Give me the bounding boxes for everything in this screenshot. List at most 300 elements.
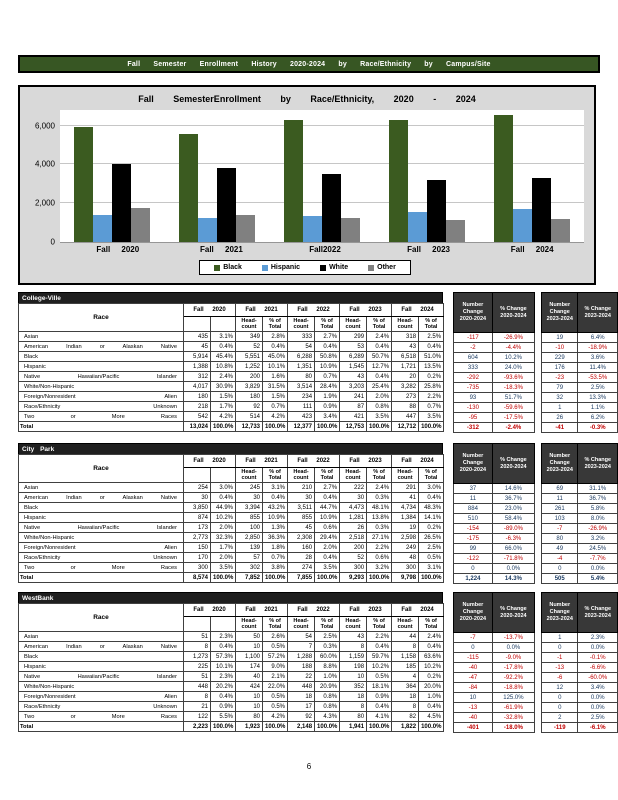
- bar-white: [112, 164, 131, 242]
- cell: 150: [184, 543, 211, 553]
- change-row: [454, 653, 535, 663]
- change-number: -130: [454, 403, 493, 413]
- table-row: [19, 662, 444, 672]
- cell: 447: [392, 412, 419, 422]
- x-axis-label: Fall 2021: [199, 245, 243, 254]
- cell: 2.7%: [315, 332, 340, 342]
- year-header: Fall 2022: [288, 455, 340, 468]
- table-row: [19, 412, 444, 422]
- change-pct: -4.4%: [492, 343, 534, 353]
- cell: 12.7%: [367, 362, 392, 372]
- cell: 0.7%: [419, 402, 444, 412]
- cell: 349: [236, 332, 263, 342]
- cell: 12,733: [236, 422, 263, 432]
- change-number: 1,224: [454, 574, 493, 584]
- cell: 100.0%: [263, 422, 288, 432]
- cell: 3.5%: [211, 563, 236, 573]
- change-pct: -18.9%: [578, 343, 618, 353]
- change-pct: 13.3%: [578, 393, 618, 403]
- change-number: 12: [542, 683, 578, 693]
- bar-groups: [60, 110, 584, 242]
- change-total-row: [454, 574, 535, 584]
- change-row: [454, 333, 535, 343]
- bar-hispanic: [408, 212, 427, 242]
- change-row: [454, 403, 535, 413]
- cell: 60.0%: [315, 652, 340, 662]
- change-pct: -26.9%: [492, 333, 534, 343]
- change-pct: -0.3%: [578, 423, 618, 433]
- change-number: -292: [454, 373, 493, 383]
- cell: 36.3%: [263, 533, 288, 543]
- change-row: [542, 683, 618, 693]
- change-pct: 6.2%: [578, 413, 618, 423]
- cell: 48.1%: [367, 503, 392, 513]
- year-header: Fall 2023: [340, 304, 392, 317]
- cell: 43: [340, 632, 367, 642]
- cell: 80: [340, 712, 367, 722]
- cell: 100: [236, 523, 263, 533]
- table-row: [19, 362, 444, 372]
- table-row: [19, 483, 444, 493]
- bar-group: [491, 115, 573, 242]
- race-label: Total: [19, 422, 184, 432]
- cell: 12,753: [340, 422, 367, 432]
- cell: 249: [392, 543, 419, 553]
- cell: 28: [288, 553, 315, 563]
- cell: 1,100: [236, 652, 263, 662]
- cell: 173: [184, 523, 211, 533]
- cell: 180: [184, 392, 211, 402]
- change-row: [454, 363, 535, 373]
- change-row: [454, 643, 535, 653]
- change-pct: -89.0%: [492, 524, 534, 534]
- cell: 52: [236, 342, 263, 352]
- cell: 100.0%: [315, 422, 340, 432]
- cell: 21: [184, 702, 211, 712]
- cell: 0.4%: [419, 342, 444, 352]
- cell: 25.4%: [367, 382, 392, 392]
- year-header: Fall 2020: [184, 604, 236, 617]
- cell: 10: [236, 702, 263, 712]
- cell: 1.5%: [211, 392, 236, 402]
- race-label: Hispanic: [19, 362, 184, 372]
- cell: 8: [184, 692, 211, 702]
- table-row: [19, 493, 444, 503]
- cell: 1,923: [236, 722, 263, 732]
- change-pct: -92.2%: [492, 673, 534, 683]
- cell: 8,574: [184, 573, 211, 583]
- cell: 53: [340, 342, 367, 352]
- cell: 198: [340, 662, 367, 672]
- table-row: [19, 712, 444, 722]
- cell: 44.9%: [211, 503, 236, 513]
- bar-hispanic: [93, 215, 112, 242]
- cell: 10.2%: [419, 662, 444, 672]
- cell: 3.1%: [419, 563, 444, 573]
- table-row: [19, 642, 444, 652]
- change-number: 93: [454, 393, 493, 403]
- table-row: [19, 422, 444, 432]
- change-number: 80: [542, 534, 578, 544]
- race-label: Hispanic: [19, 513, 184, 523]
- year-header: Fall 2024: [392, 304, 444, 317]
- change-row: [454, 534, 535, 544]
- cell: 80: [236, 712, 263, 722]
- table-section-city-park: [18, 443, 612, 584]
- cell: 2.0%: [367, 392, 392, 402]
- cell: 48: [392, 553, 419, 563]
- change-number: -7: [542, 524, 578, 534]
- change-number: 505: [542, 574, 578, 584]
- cell: 1,822: [392, 722, 419, 732]
- cell: 0.9%: [367, 692, 392, 702]
- headcount-header: Head-count: [340, 317, 367, 332]
- table-row: [19, 402, 444, 412]
- cell: 1,273: [184, 652, 211, 662]
- cell: 5.5%: [211, 712, 236, 722]
- cell: 3,829: [236, 382, 263, 392]
- bar-group: [71, 127, 153, 242]
- change-pct: -32.8%: [492, 713, 534, 723]
- cell: 3,203: [340, 382, 367, 392]
- change-number: 1: [542, 403, 578, 413]
- bar-group: [176, 134, 258, 242]
- change-pct: -2.4%: [492, 423, 534, 433]
- bar-black: [284, 120, 303, 242]
- change-pct: 10.2%: [492, 353, 534, 363]
- change-pct: -0.1%: [578, 653, 618, 663]
- cell: 2.6%: [263, 632, 288, 642]
- change-number: -47: [454, 673, 493, 683]
- change-pct: 0.0%: [492, 564, 534, 574]
- cell: 3,511: [288, 503, 315, 513]
- cell: 312: [184, 372, 211, 382]
- cell: 1.5%: [263, 392, 288, 402]
- table-row: [19, 382, 444, 392]
- cell: 1,281: [340, 513, 367, 523]
- headcount-header: Head-count: [392, 468, 419, 483]
- headcount-header: Head-count: [236, 617, 263, 632]
- cell: 30.9%: [211, 382, 236, 392]
- cell: 299: [340, 332, 367, 342]
- cell: 18: [340, 692, 367, 702]
- cell: 100.0%: [419, 722, 444, 732]
- cell: 12,377: [288, 422, 315, 432]
- change-pct: 14.3%: [492, 574, 534, 584]
- legend-label: Hispanic: [270, 264, 301, 271]
- cell: 2.2%: [419, 392, 444, 402]
- change-pct: 8.0%: [578, 514, 618, 524]
- cell: 0.8%: [315, 692, 340, 702]
- cell: 2.3%: [211, 632, 236, 642]
- table-row: [19, 563, 444, 573]
- change-row: [454, 683, 535, 693]
- cell: 2.4%: [367, 332, 392, 342]
- cell: 0.4%: [419, 642, 444, 652]
- cell: 0.2%: [419, 672, 444, 682]
- change-number: 0: [454, 564, 493, 574]
- legend-label: Other: [377, 264, 396, 271]
- cell: 2,223: [184, 722, 211, 732]
- cell: 54: [288, 632, 315, 642]
- cell: 2,518: [340, 533, 367, 543]
- race-label: White/Non-Hispanic: [19, 382, 184, 392]
- change-row: [454, 633, 535, 643]
- bar-other: [341, 218, 360, 242]
- change-total-row: [454, 423, 535, 433]
- race-label: Native Hawaiian/Pacific Islander: [19, 523, 184, 533]
- cell: 170: [184, 553, 211, 563]
- table-row: [19, 573, 444, 583]
- cell: 13,024: [184, 422, 211, 432]
- change-pct: 5.4%: [578, 574, 618, 584]
- cell: 273: [392, 392, 419, 402]
- race-label: Total: [19, 722, 184, 732]
- headcount-header: Head-count: [392, 617, 419, 632]
- change-number: 176: [542, 363, 578, 373]
- cell: 57: [236, 553, 263, 563]
- cell: 44.7%: [315, 503, 340, 513]
- cell: 14.1%: [419, 513, 444, 523]
- cell: 18: [392, 692, 419, 702]
- cell: 57.3%: [211, 652, 236, 662]
- cell: 44: [392, 632, 419, 642]
- change-row: [542, 554, 618, 564]
- cell: 2.4%: [367, 483, 392, 493]
- year-header: Fall 2020: [184, 304, 236, 317]
- cell: 45: [288, 523, 315, 533]
- race-label: Black: [19, 503, 184, 513]
- race-label: Asian: [19, 483, 184, 493]
- change-number: 604: [454, 353, 493, 363]
- change-row: [454, 693, 535, 703]
- change-row: [454, 393, 535, 403]
- cell: 80: [288, 372, 315, 382]
- legend-swatch: [262, 265, 268, 271]
- cell: 92: [236, 402, 263, 412]
- table-row: [19, 553, 444, 563]
- change-number: -154: [454, 524, 493, 534]
- change-row: [542, 403, 618, 413]
- legend-item: [320, 264, 348, 271]
- cell: 218: [184, 402, 211, 412]
- race-label: Two or More Races: [19, 712, 184, 722]
- bar-black: [389, 120, 408, 242]
- cell: 300: [340, 563, 367, 573]
- cell: 200: [236, 372, 263, 382]
- cell: 1.7%: [211, 543, 236, 553]
- cell: 6,518: [392, 352, 419, 362]
- campus-title: College-Ville: [18, 292, 443, 303]
- cell: 0.9%: [211, 702, 236, 712]
- cell: 92: [288, 712, 315, 722]
- change-pct: 31.1%: [578, 484, 618, 494]
- cell: 4,473: [340, 503, 367, 513]
- table-row: [19, 503, 444, 513]
- change-number: -6: [542, 673, 578, 683]
- cell: 2,773: [184, 533, 211, 543]
- year-header: Fall 2021: [236, 604, 288, 617]
- cell: 18.1%: [367, 682, 392, 692]
- pct-header: % of Total: [315, 468, 340, 483]
- change-number: 32: [542, 393, 578, 403]
- change-total-row: [542, 723, 618, 733]
- x-axis-label: Fall 2023: [407, 245, 450, 254]
- cell: 0.9%: [315, 402, 340, 412]
- cell: 0.4%: [263, 493, 288, 503]
- cell: 100.0%: [263, 573, 288, 583]
- cell: 2.5%: [315, 632, 340, 642]
- race-column-header: Race: [19, 604, 184, 632]
- pct-header: % of Total: [263, 617, 288, 632]
- change-number: -175: [454, 534, 493, 544]
- cell: 424: [236, 682, 263, 692]
- cell: 3.8%: [263, 563, 288, 573]
- change-row: [454, 713, 535, 723]
- cell: 1.8%: [263, 543, 288, 553]
- cell: 333: [288, 332, 315, 342]
- cell: 59.7%: [367, 652, 392, 662]
- cell: 0.4%: [315, 553, 340, 563]
- cell: 8: [340, 702, 367, 712]
- cell: 28.4%: [315, 382, 340, 392]
- cell: 0.4%: [367, 702, 392, 712]
- change-row: [542, 564, 618, 574]
- cell: 88: [392, 402, 419, 412]
- cell: 448: [288, 682, 315, 692]
- change-number: 79: [542, 383, 578, 393]
- change-number: 510: [454, 514, 493, 524]
- race-label: American Indian or Alaskan Native: [19, 642, 184, 652]
- change-pct: 0.0%: [578, 703, 618, 713]
- cell: 0.2%: [419, 372, 444, 382]
- cell: 3.5%: [315, 563, 340, 573]
- change-pct: 14.6%: [492, 484, 534, 494]
- headcount-header: Head-count: [288, 617, 315, 632]
- change-row: [542, 713, 618, 723]
- cell: 40: [236, 672, 263, 682]
- change-number: -84: [454, 683, 493, 693]
- race-label: Two or More Races: [19, 412, 184, 422]
- cell: 26.5%: [419, 533, 444, 543]
- headcount-header: Head-count: [340, 617, 367, 632]
- pct-header: % of Total: [315, 317, 340, 332]
- cell: 50.7%: [367, 352, 392, 362]
- enrollment-table: [18, 292, 443, 432]
- bar-group: [386, 120, 468, 242]
- change-number: -13: [542, 663, 578, 673]
- cell: 0.4%: [211, 692, 236, 702]
- cell: 50.8%: [315, 352, 340, 362]
- change-row: [542, 524, 618, 534]
- change-number: 49: [542, 544, 578, 554]
- number-change-header: Number Change 2023-2024: [542, 444, 578, 484]
- table-row: [19, 392, 444, 402]
- change-row: [454, 524, 535, 534]
- cell: 1,252: [236, 362, 263, 372]
- cell: 2,598: [392, 533, 419, 543]
- cell: 364: [392, 682, 419, 692]
- change-pct: 0.0%: [578, 564, 618, 574]
- cell: 4,017: [184, 382, 211, 392]
- year-header: Fall 2021: [236, 304, 288, 317]
- cell: 10.8%: [211, 362, 236, 372]
- table-row: [19, 523, 444, 533]
- cell: 13.8%: [367, 513, 392, 523]
- year-header: Fall 2020: [184, 455, 236, 468]
- race-label: American Indian or Alaskan Native: [19, 493, 184, 503]
- change-number: 229: [542, 353, 578, 363]
- cell: 4.5%: [419, 712, 444, 722]
- cell: 45: [184, 342, 211, 352]
- chart-body: [26, 110, 584, 275]
- cell: 100.0%: [315, 722, 340, 732]
- change-pct: -53.5%: [578, 373, 618, 383]
- pct-header: % of Total: [419, 617, 444, 632]
- cell: 160: [288, 543, 315, 553]
- race-label: White/Non-Hispanic: [19, 533, 184, 543]
- table-row: [19, 702, 444, 712]
- number-change-header: Number Change 2020-2024: [454, 293, 493, 333]
- table-section-college-ville: [18, 292, 612, 433]
- cell: 8: [392, 702, 419, 712]
- change-pct: -61.9%: [492, 703, 534, 713]
- cell: 4: [392, 672, 419, 682]
- cell: 10: [236, 692, 263, 702]
- cell: 100.0%: [419, 422, 444, 432]
- pct-change-header: % Change 2020-2024: [492, 444, 534, 484]
- change-pct: -18.0%: [492, 723, 534, 733]
- table-row: [19, 543, 444, 553]
- cell: 0.8%: [315, 702, 340, 712]
- legend-label: Black: [223, 264, 242, 271]
- cell: 2.0%: [211, 553, 236, 563]
- cell: 10.9%: [263, 513, 288, 523]
- change-number: -119: [542, 723, 578, 733]
- race-label: Total: [19, 573, 184, 583]
- change-pct: 2.5%: [578, 383, 618, 393]
- plot-area: [60, 110, 584, 243]
- cell: 29.4%: [315, 533, 340, 543]
- cell: 210: [288, 483, 315, 493]
- change-pct: 2.3%: [578, 633, 618, 643]
- cell: 0.6%: [367, 553, 392, 563]
- bar-white: [532, 178, 551, 242]
- change-row: [542, 643, 618, 653]
- cell: 10.9%: [315, 362, 340, 372]
- cell: 63.6%: [419, 652, 444, 662]
- cell: 3.1%: [263, 483, 288, 493]
- cell: 3,394: [236, 503, 263, 513]
- cell: 0.7%: [315, 372, 340, 382]
- change-row: [454, 494, 535, 504]
- change-number: -10: [542, 343, 578, 353]
- campus-title: WestBank: [18, 592, 443, 603]
- cell: 448: [184, 682, 211, 692]
- change-number: 884: [454, 504, 493, 514]
- cell: 300: [184, 563, 211, 573]
- x-axis-label: Fall 2024: [510, 245, 554, 254]
- cell: 2.7%: [315, 483, 340, 493]
- race-label: Foreign/Nonresident Alien: [19, 543, 184, 553]
- bar-black: [74, 127, 93, 242]
- change-pct: 6.4%: [578, 333, 618, 343]
- legend-swatch: [368, 265, 374, 271]
- cell: 180: [236, 392, 263, 402]
- cell: 6,289: [340, 352, 367, 362]
- y-axis: [26, 110, 60, 247]
- pct-header: % of Total: [367, 617, 392, 632]
